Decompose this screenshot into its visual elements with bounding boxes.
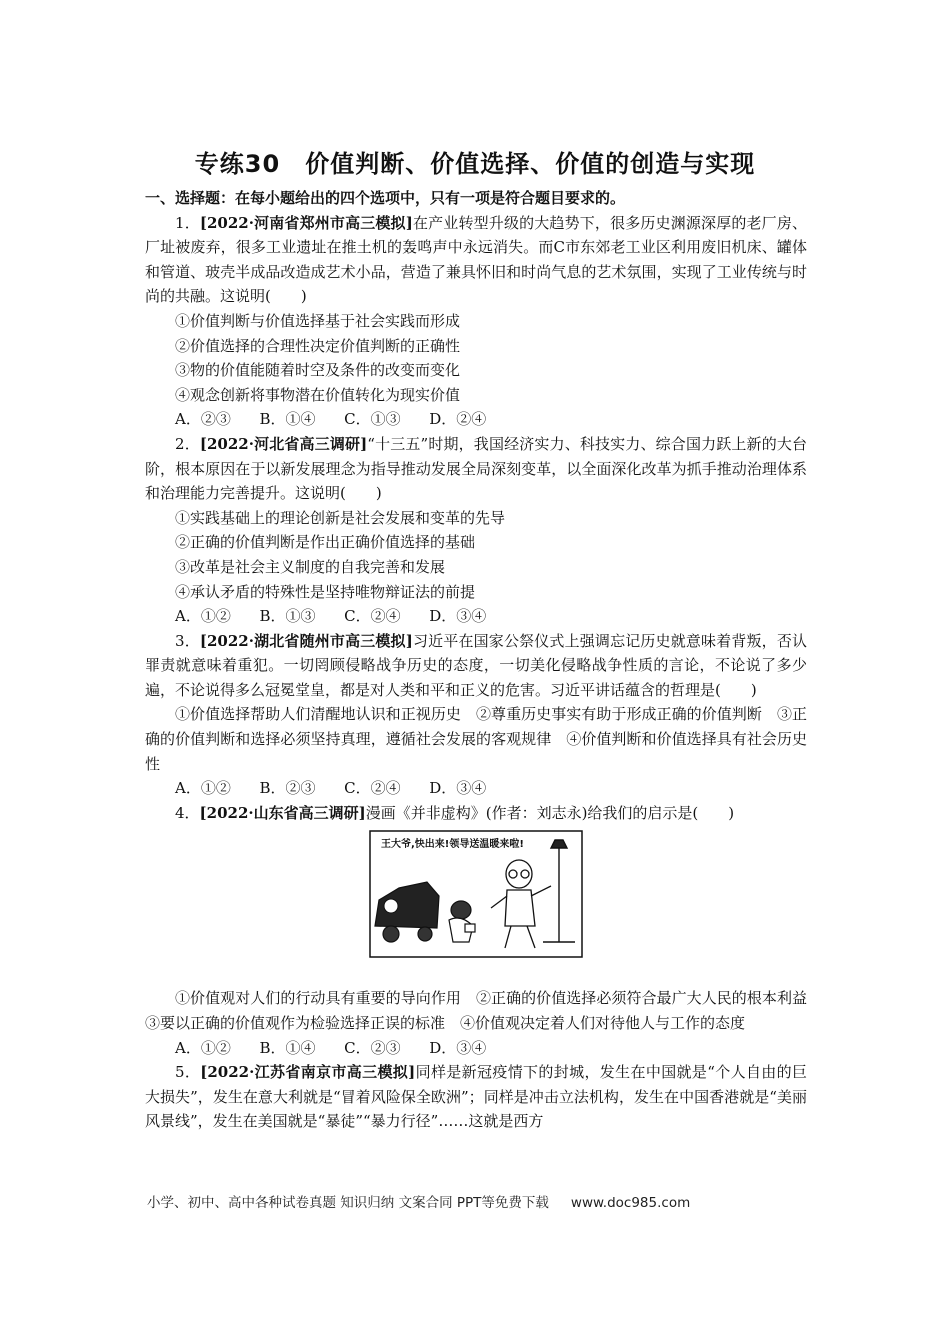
answer-d: D．③④: [429, 607, 487, 626]
question-source: [2022·山东省高三调研]: [199, 803, 366, 822]
question-source: [2022·江苏省南京市高三模拟]: [200, 1063, 416, 1082]
answer-b: B．①④: [259, 410, 316, 429]
section-heading: 一、选择题：在每小题给出的四个选项中，只有一项是符合题目要求的。: [145, 189, 626, 207]
options-paragraph: ①价值选择帮助人们清醒地认识和正视历史 ②尊重历史事实有助于形成正确的价值判断 ③正确的价值判断和选择必须坚持真理，遵循社会发展的客观规律 ④价值判断和价值选择具有社会历史性: [145, 705, 807, 773]
question-stem: 同样是新冠疫情下的封城，发生在中国就是“个人自由的巨大损失”，发生在意大利就是“冒着风险保全欧洲”；同样是冲击立法机构，发生在中国香港就是“美丽风景线”，发生在美国就是“暴徒”“暴力行径”……这就是西方: [145, 1063, 808, 1131]
question-stem: 漫画《并非虚构》(作者：刘志永)给我们的启示是( ): [365, 803, 735, 822]
question-stem: 习近平在国家公祭仪式上强调忘记历史就意味着背叛，否认罪责就意味着重犯。一切罔顾侵略战争历史的态度，一切美化侵略战争性质的言论，不论说了多少遍，不论说得多么冠冕堂皇，都是对人类和平和正义的危害。习近平讲话蕴含的哲理是( ): [145, 631, 807, 699]
answer-a: A．②③: [175, 410, 231, 429]
page-title: 专练30 价值判断、价值选择、价值的创造与实现: [194, 150, 756, 178]
answer-choices: [145, 604, 807, 629]
answer-c: C．②④: [344, 607, 401, 626]
question-source: [2022·湖北省随州市高三模拟]: [199, 631, 413, 650]
option: ③物的价值能随着时空及条件的改变而变化: [175, 361, 461, 380]
question-number: 2．: [175, 434, 200, 453]
answer-b: B．①③: [259, 607, 316, 626]
option: ①实践基础上的理论创新是社会发展和变革的先导: [175, 508, 506, 527]
option: ①价值判断与价值选择基于社会实践而形成: [175, 311, 461, 330]
answer-a: A．①②: [175, 1038, 231, 1057]
document-body: [145, 186, 823, 1134]
answer-a: A．①②: [175, 607, 231, 626]
page-footer: [147, 1191, 827, 1211]
answer-choices: [145, 407, 807, 432]
question-number: 1．: [175, 213, 200, 232]
cartoon-figure: [369, 830, 583, 958]
cartoon-caption: 王大爷,快出来!领导送温暖来啦!: [381, 839, 524, 851]
question-number: 5．: [175, 1063, 201, 1082]
answer-c: C．①③: [344, 410, 401, 429]
answer-a: A．①②: [175, 779, 231, 798]
question-stem: “十三五”时期，我国经济实力、科技实力、综合国力跃上新的大台阶，根本原因在于以新发展理念为指导推动发展全局深刻变革，以全面深化改革为抓手推动治理体系和治理能力完善提升。这说明( ): [145, 434, 808, 503]
question-3: [145, 629, 807, 703]
question-stem: 在产业转型升级的大趋势下，很多历史渊源深厚的老厂房、厂址被废弃，很多工业遗址在推土机的轰鸣声中永远消失。而C市东郊老工业区利用废旧机床、罐体和管道、玻壳半成品改造成艺术小品，营造了兼具怀旧和时尚气息的艺术氛围，实现了工业传统与时尚的共融。这说明( ): [145, 213, 807, 306]
option: ③改革是社会主义制度的自我完善和发展: [175, 557, 446, 576]
options-paragraph: ①价值观对人们的行动具有重要的导向作用 ②正确的价值选择必须符合最广大人民的根本利益 ③要以正确的价值观作为检验选择正误的标准 ④价值观决定着人们对待他人与工作的态度: [145, 989, 823, 1033]
option: ②正确的价值判断是作出正确价值选择的基础: [175, 533, 476, 552]
question-5: [145, 1060, 807, 1134]
answer-b: B．②③: [259, 779, 316, 798]
question-2: [145, 432, 807, 506]
answer-choices: [145, 776, 807, 801]
answer-c: C．②③: [344, 1038, 401, 1057]
answer-choices: [145, 1036, 807, 1061]
answer-d: D．③④: [429, 1038, 487, 1057]
answer-d: D．③④: [429, 779, 487, 798]
question-number: 3．: [175, 631, 200, 650]
question-4: [145, 801, 807, 826]
passenger-icon: [384, 899, 398, 913]
question-number: 4．: [175, 803, 200, 822]
option: ④承认矛盾的特殊性是坚持唯物辩证法的前提: [175, 582, 476, 601]
option: ④观念创新将事物潜在价值转化为现实价值: [175, 385, 461, 404]
question-source: [2022·河南省郑州市高三模拟]: [199, 213, 413, 232]
footer-url[interactable]: www.doc985.com: [570, 1195, 691, 1211]
question-source: [2022·河北省高三调研]: [199, 434, 368, 453]
question-1: [145, 211, 807, 309]
option: ②价值选择的合理性决定价值判断的正确性: [175, 336, 461, 355]
answer-b: B．①④: [259, 1038, 316, 1057]
answer-c: C．②④: [344, 779, 401, 798]
answer-d: D．②④: [429, 410, 487, 429]
footer-text: 小学、初中、高中各种试卷真题 知识归纳 文案合同 PPT等免费下载: [147, 1195, 549, 1211]
